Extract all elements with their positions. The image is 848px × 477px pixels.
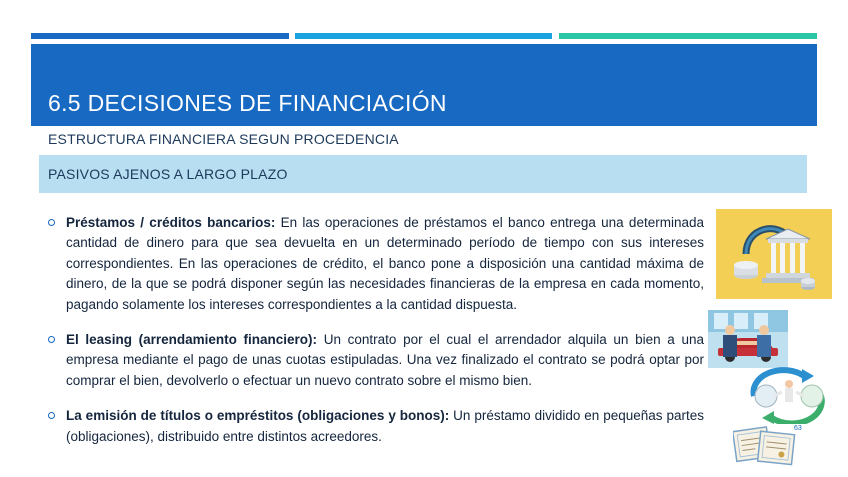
- bullet-item-leasing: [48, 330, 704, 391]
- money-cycle-icon: [744, 366, 830, 424]
- bullet-item-emision: [48, 406, 704, 447]
- car-dealership-icon: [708, 310, 788, 368]
- bullet-text: En las operaciones de préstamos el banco entrega una determinada cantidad de dinero para que sea devuelta en un determinado período de tiempo con sus intereses correspondientes. En las operaciones de crédito, el banco pone a disposición una cantidad máxima de dinero, de la que se podrá disponer según las necesidades financieras de la empresa en cada momento, pagando solamente los intereses correspondientes a la cantidad dispuesta.: [66, 215, 704, 312]
- bond-certificates-icon: [733, 423, 797, 471]
- accent-bar-lightblue: [295, 33, 552, 39]
- bullet-list: [48, 213, 704, 447]
- section-label: PASIVOS AJENOS A LARGO PLAZO: [48, 166, 288, 182]
- bullet-marker: [48, 219, 55, 226]
- bank-building-icon: [716, 209, 832, 299]
- bullet-term: La emisión de títulos o empréstitos (obligaciones y bonos):: [66, 408, 450, 424]
- bullet-text: Un préstamo dividido en pequeñas partes (obligaciones), distribuido entre distintos acreedores.: [66, 408, 704, 444]
- bullet-term: Préstamos / créditos bancarios:: [66, 215, 276, 230]
- page-number: 63: [794, 425, 802, 432]
- slide-title: 6.5 DECISIONES DE FINANCIACIÓN: [48, 90, 447, 116]
- bullet-item-prestamos: [48, 213, 704, 315]
- slide-subtitle: ESTRUCTURA FINANCIERA SEGUN PROCEDENCIA: [48, 131, 399, 147]
- accent-bar-teal: [559, 33, 817, 39]
- title-band: [31, 44, 817, 126]
- bullet-term: El leasing (arrendamiento financiero):: [66, 332, 318, 348]
- bullet-marker: [48, 336, 55, 343]
- accent-bar-blue: [31, 33, 289, 39]
- bullet-text: Un contrato por el cual el arrendador alquila un bien a una empresa mediante el pago de unas cuotas estipuladas. Una vez finalizado el contrato se podrá optar por comprar el bien, devolverlo o efectuar un nuevo contrato sobre el mismo bien.: [66, 332, 704, 388]
- section-band: [39, 155, 807, 193]
- bullet-marker: [48, 412, 55, 419]
